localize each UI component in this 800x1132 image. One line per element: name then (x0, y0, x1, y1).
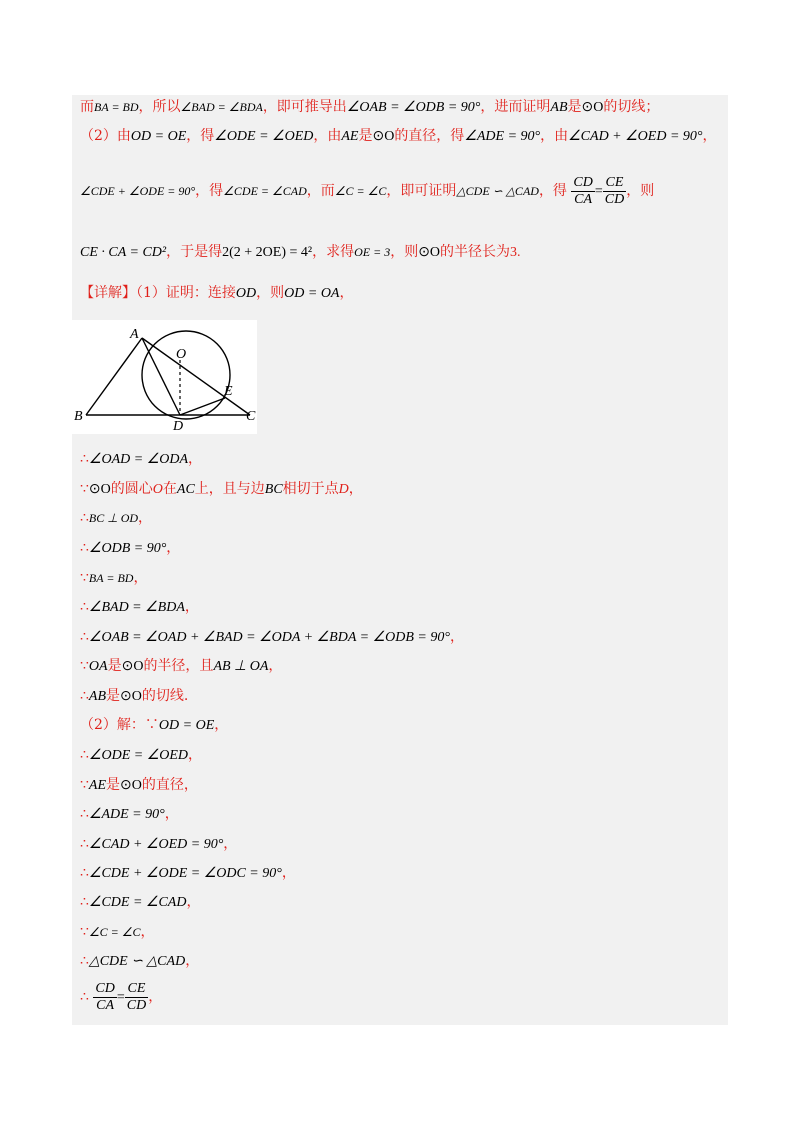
because-symbol: ∵ (80, 570, 89, 586)
text: ， (223, 836, 238, 852)
analysis-line-3 (80, 173, 720, 210)
text: ， (133, 570, 148, 586)
math: D (338, 482, 349, 497)
math: BC ⊥ OD (88, 511, 139, 525)
therefore-symbol: ∴ (80, 953, 89, 969)
numerator: CD (95, 980, 115, 996)
label-c: C (246, 409, 256, 424)
therefore-symbol: ∴ (80, 836, 89, 852)
text: ， (184, 599, 199, 615)
step-5 (80, 568, 720, 588)
math: ∠OAB = ∠OAD + ∠BAD = ∠ODA + ∠BDA = ∠ODB = 90° (88, 630, 450, 645)
math: ∠ODB = 90° (88, 541, 167, 556)
math: ∠C = ∠C (88, 925, 141, 939)
text: 的圆心 (110, 481, 153, 497)
text: 相切于点 (282, 481, 339, 497)
step-2 (80, 479, 720, 500)
math: ∠CDE = ∠CAD (88, 895, 187, 910)
circle-symbol: ⊙O (418, 245, 441, 260)
step-16 (80, 892, 720, 913)
text: ， (348, 481, 363, 497)
text: ，则 (626, 183, 655, 199)
solution-panel (72, 95, 728, 1025)
text: 上，且与边 (194, 481, 265, 497)
math: OD (235, 286, 257, 301)
analysis-line-4 (80, 242, 720, 263)
text: ，得 (195, 183, 224, 199)
text: ， (140, 924, 155, 940)
math: OD = OA (284, 286, 340, 301)
step-14 (80, 834, 720, 855)
math: AB ⊥ OA (213, 659, 269, 674)
equals-sign: = (116, 990, 125, 1005)
answer-value: 3. (510, 245, 521, 260)
text: 【详解】（1）证明：连接 (80, 285, 236, 301)
math: ∠CDE = ∠CAD (223, 184, 307, 198)
text: 的半径，且 (143, 658, 214, 674)
math: ∠BAD = ∠BDA (180, 100, 263, 114)
text: ， (188, 747, 203, 763)
math: AB (88, 689, 107, 704)
math: △CDE ∽ △CAD (456, 184, 539, 198)
numerator: CD (573, 174, 593, 190)
math: ∠BAD = ∠BDA (88, 600, 185, 615)
step-3 (80, 508, 720, 528)
text: ，进而证明 (480, 99, 551, 115)
text: 是 (567, 99, 582, 115)
label-e: E (224, 384, 233, 399)
numerator: CE (125, 981, 148, 998)
step-1 (80, 449, 720, 470)
math: AB (550, 100, 568, 115)
circle-o (142, 331, 230, 419)
because-symbol: ∵ (144, 717, 159, 733)
text: 的切线. (141, 688, 189, 704)
math: OE = 3 (354, 245, 391, 259)
therefore-symbol: ∴ (80, 989, 89, 1005)
step-7 (80, 627, 720, 648)
text: ，即可证明 (386, 183, 457, 199)
step-10 (80, 715, 720, 736)
label-a: A (130, 327, 139, 342)
step-13 (80, 804, 720, 825)
math: BC (264, 482, 283, 497)
segment-ad (142, 338, 180, 415)
text: ， (339, 285, 354, 301)
text: ， (148, 989, 163, 1005)
label-b: B (74, 409, 83, 424)
therefore-symbol: ∴ (80, 540, 89, 556)
circle-symbol: ⊙O (120, 689, 142, 704)
math: ∠OAB = ∠ODB = 90° (346, 100, 481, 115)
denominator: CA (574, 191, 593, 207)
fraction-ce-cd (603, 175, 626, 208)
equals-sign: = (594, 184, 603, 199)
text: 是 (106, 777, 121, 793)
step-6 (80, 597, 720, 618)
because-symbol: ∵ (80, 924, 89, 940)
analysis-line-1 (80, 97, 720, 118)
text: ，得 (186, 128, 215, 144)
math: AC (176, 482, 195, 497)
step-8 (80, 656, 720, 677)
math: ∠CDE + ∠ODE = 90° (80, 184, 196, 198)
geometry-diagram (72, 320, 257, 434)
denominator: CA (96, 997, 115, 1013)
geometry-figure (72, 320, 257, 434)
because-symbol: ∵ (80, 658, 89, 674)
therefore-symbol: ∴ (80, 894, 89, 910)
math: CE · CA = CD² (80, 245, 167, 260)
text: ， (702, 128, 717, 144)
text: ，求得 (312, 244, 355, 260)
step-19 (80, 979, 720, 1016)
therefore-symbol: ∴ (80, 599, 89, 615)
math: ∠CAD + ∠OED = 90° (568, 129, 703, 144)
math: ∠CDE + ∠ODE = ∠ODC = 90° (88, 866, 282, 881)
step-9 (80, 686, 720, 707)
text: （2）解： (80, 717, 145, 733)
text: 是 (107, 658, 122, 674)
segment-ab (86, 338, 142, 415)
text: ，所以 (138, 99, 181, 115)
step-11 (80, 745, 720, 766)
text: 而 (80, 99, 94, 115)
therefore-symbol: ∴ (80, 451, 89, 467)
text: ， (188, 451, 203, 467)
therefore-symbol: ∴ (80, 806, 89, 822)
math: OA (88, 659, 108, 674)
text: ， (281, 865, 296, 881)
step-17 (80, 922, 720, 942)
circle-symbol: ⊙O (581, 100, 604, 115)
denominator: CD (126, 997, 147, 1013)
text: ， (214, 717, 229, 733)
step-15 (80, 863, 720, 884)
therefore-symbol: ∴ (80, 510, 89, 526)
math: BA = BD (94, 100, 139, 114)
math: ∠C = ∠C (334, 184, 387, 198)
text: 的直径，得 (394, 128, 465, 144)
label-d: D (173, 419, 184, 434)
text: 的半径长为 (440, 244, 511, 260)
math: ∠ADE = 90° (464, 129, 541, 144)
text: ， (166, 540, 181, 556)
text: ， (186, 894, 201, 910)
step-4 (80, 538, 720, 559)
circle-symbol: ⊙O (120, 778, 142, 793)
math: ∠CAD + ∠OED = 90° (88, 837, 224, 852)
text: ， (164, 806, 179, 822)
text: 是 (358, 128, 373, 144)
circle-symbol: ⊙O (121, 659, 144, 674)
text: ，而 (306, 183, 335, 199)
text: ，则 (256, 285, 285, 301)
math: O (152, 482, 163, 497)
text: 在 (162, 481, 177, 497)
denominator: CD (604, 191, 625, 207)
text: ， (268, 658, 283, 674)
text: （2）由 (80, 128, 131, 144)
therefore-symbol: ∴ (80, 747, 89, 763)
math: 2(2 + 2OE) = 4² (222, 245, 313, 260)
fraction-cd-ca (93, 981, 116, 1014)
analysis-line-2 (80, 126, 720, 147)
therefore-symbol: ∴ (80, 629, 89, 645)
math: ∠ODE = ∠OED (214, 129, 314, 144)
math: △CDE ∽ △CAD (88, 954, 186, 969)
math: OD = OE (158, 718, 215, 733)
because-symbol: ∵ (80, 481, 89, 497)
because-symbol: ∵ (80, 777, 89, 793)
therefore-symbol: ∴ (80, 688, 89, 704)
text: ， (185, 953, 200, 969)
text: ，得 (538, 183, 567, 199)
text: 的切线； (603, 99, 660, 115)
text: 的直径， (141, 777, 198, 793)
math: BA = BD (88, 571, 134, 585)
segment-de (180, 398, 225, 415)
math: ∠OAD = ∠ODA (88, 452, 189, 467)
detail-heading-line (80, 283, 720, 304)
circle-symbol: ⊙O (88, 482, 111, 497)
therefore-symbol: ∴ (80, 865, 89, 881)
text: ，即可推导出 (262, 99, 347, 115)
step-12 (80, 775, 720, 796)
math: AE (88, 778, 107, 793)
fraction-ce-cd (125, 981, 148, 1014)
text: ， (138, 510, 153, 526)
label-o: O (176, 347, 187, 362)
segment-ac (142, 338, 250, 415)
text: ， (449, 629, 464, 645)
text: 是 (106, 688, 121, 704)
math: ∠ADE = 90° (88, 807, 165, 822)
text: ，则 (390, 244, 419, 260)
text: ，由 (313, 128, 342, 144)
text: ，由 (540, 128, 569, 144)
math: OD = OE (130, 129, 187, 144)
text: ，于是得 (166, 244, 223, 260)
numerator: CE (603, 175, 626, 192)
circle-symbol: ⊙O (372, 129, 395, 144)
math: AE (341, 129, 359, 144)
math: ∠ODE = ∠OED (88, 748, 189, 763)
fraction-cd-ca (571, 175, 594, 208)
step-18 (80, 951, 720, 972)
